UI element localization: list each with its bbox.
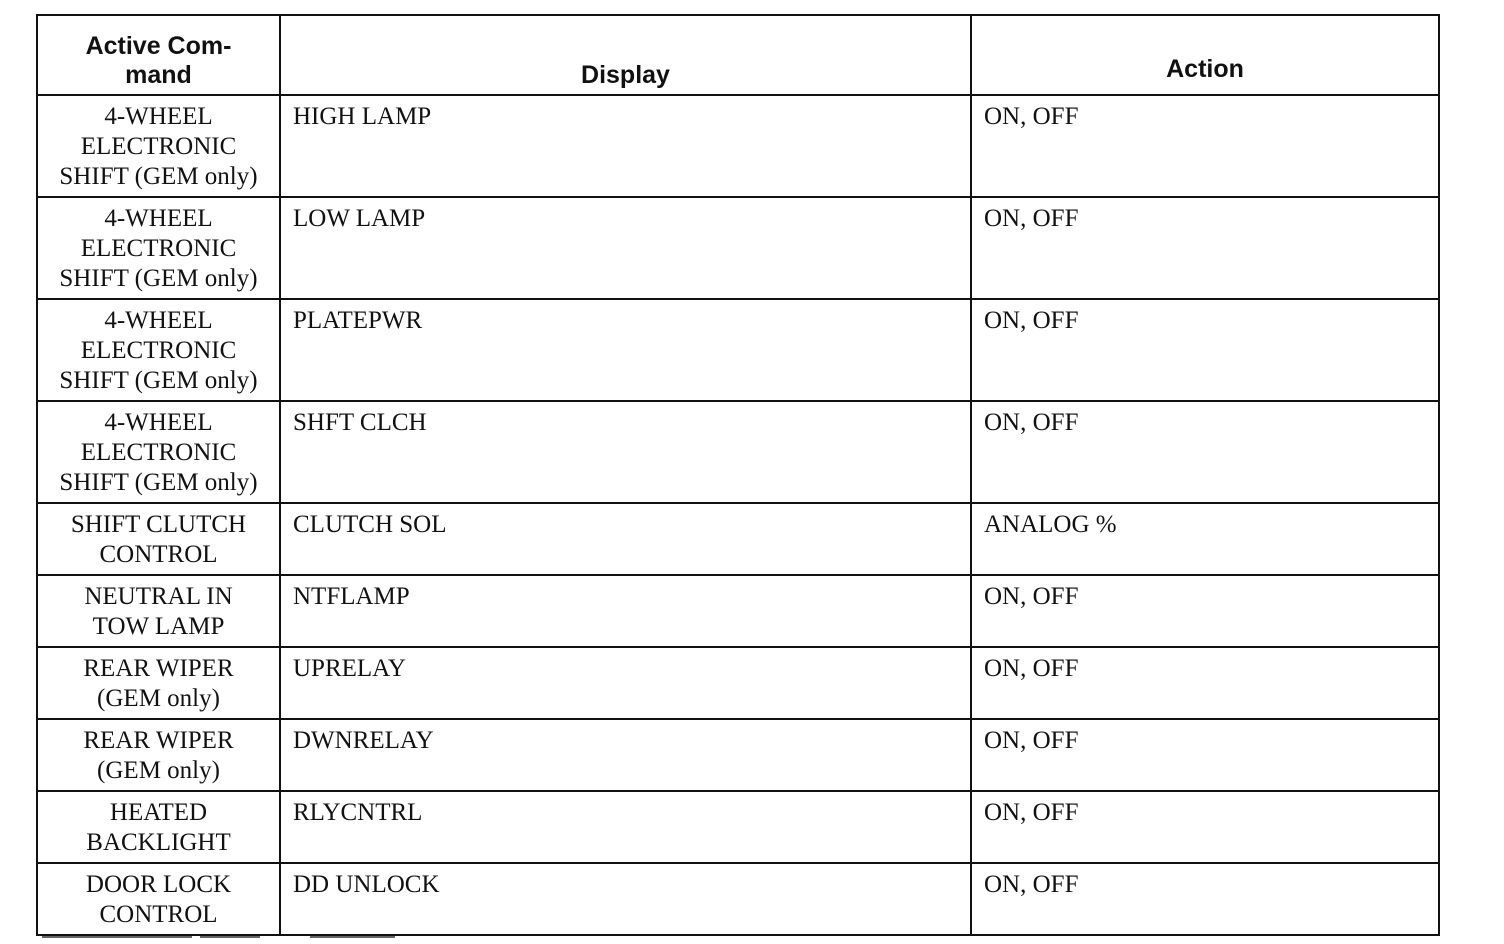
action-cell: ON, OFF — [971, 719, 1439, 791]
active-command-table — [36, 14, 1440, 936]
header-active-command-line2: mand — [125, 61, 192, 89]
display-cell: DWNRELAY — [280, 719, 971, 791]
display-cell: NTFLAMP — [280, 575, 971, 647]
table-row — [37, 791, 1439, 863]
table-row — [37, 647, 1439, 719]
display-cell: PLATEPWR — [280, 299, 971, 401]
command-line: REAR WIPER — [83, 655, 234, 682]
command-cell — [37, 575, 280, 647]
command-line: CONTROL — [99, 901, 218, 928]
action-cell: ON, OFF — [971, 197, 1439, 299]
action-cell: ON, OFF — [971, 299, 1439, 401]
header-display: Display — [280, 15, 971, 95]
table-row — [37, 719, 1439, 791]
table-row — [37, 299, 1439, 401]
command-line: SHIFT CLUTCH — [70, 511, 247, 538]
command-line: 4-WHEEL — [104, 307, 213, 334]
action-cell: ON, OFF — [971, 401, 1439, 503]
command-cell — [37, 647, 280, 719]
command-line: BACKLIGHT — [86, 829, 231, 856]
action-cell: ON, OFF — [971, 791, 1439, 863]
display-cell: CLUTCH SOL — [280, 503, 971, 575]
command-line: SHIFT (GEM only) — [59, 163, 258, 190]
command-line: 4-WHEEL — [104, 103, 213, 130]
command-line: (GEM only) — [97, 685, 220, 712]
footer-rule-segment — [42, 936, 192, 938]
action-cell: ON, OFF — [971, 95, 1439, 197]
command-line: ELECTRONIC — [80, 337, 237, 364]
display-cell: RLYCNTRL — [280, 791, 971, 863]
footer-rule-segment — [310, 936, 395, 938]
command-line: ELECTRONIC — [80, 235, 237, 262]
command-cell — [37, 197, 280, 299]
table-row — [37, 197, 1439, 299]
display-cell: UPRELAY — [280, 647, 971, 719]
table-row — [37, 401, 1439, 503]
command-cell — [37, 863, 280, 935]
action-cell: ON, OFF — [971, 575, 1439, 647]
header-active-command — [37, 15, 280, 95]
command-line: ELECTRONIC — [80, 439, 237, 466]
display-cell: DD UNLOCK — [280, 863, 971, 935]
table-row — [37, 863, 1439, 935]
footer-rule-segment — [200, 936, 260, 938]
command-line: NEUTRAL IN — [84, 583, 233, 610]
command-cell — [37, 719, 280, 791]
header-active-command-line1: Active Com- — [85, 32, 232, 60]
command-line: SHIFT (GEM only) — [59, 265, 258, 292]
command-cell — [37, 95, 280, 197]
command-line: 4-WHEEL — [104, 409, 213, 436]
command-line: (GEM only) — [97, 757, 220, 784]
command-cell — [37, 791, 280, 863]
command-cell — [37, 503, 280, 575]
command-line: ELECTRONIC — [80, 133, 237, 160]
command-line: SHIFT (GEM only) — [59, 469, 258, 496]
command-line: REAR WIPER — [83, 727, 234, 754]
command-line: TOW LAMP — [92, 613, 225, 640]
display-cell: LOW LAMP — [280, 197, 971, 299]
display-cell: HIGH LAMP — [280, 95, 971, 197]
table-row — [37, 503, 1439, 575]
action-cell: ON, OFF — [971, 647, 1439, 719]
action-cell: ON, OFF — [971, 863, 1439, 935]
table-row — [37, 575, 1439, 647]
header-row — [37, 15, 1439, 95]
command-line: 4-WHEEL — [104, 205, 213, 232]
command-cell — [37, 401, 280, 503]
header-action: Action — [971, 15, 1439, 95]
command-line: DOOR LOCK — [85, 871, 232, 898]
action-cell: ANALOG % — [971, 503, 1439, 575]
table-row — [37, 95, 1439, 197]
command-cell — [37, 299, 280, 401]
display-cell: SHFT CLCH — [280, 401, 971, 503]
command-line: CONTROL — [99, 541, 218, 568]
command-line: SHIFT (GEM only) — [59, 367, 258, 394]
active-command-table-container — [36, 14, 1438, 936]
command-line: HEATED — [109, 799, 208, 826]
